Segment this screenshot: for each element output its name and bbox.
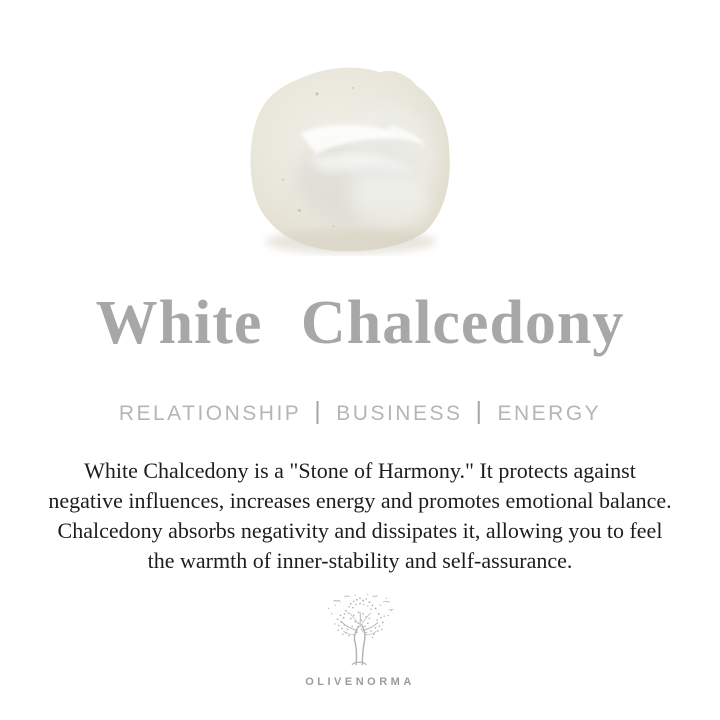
- page-title: White Chalcedony: [95, 289, 625, 357]
- brand-name: OLIVENORMA: [305, 676, 415, 688]
- brand-logo: [0, 592, 720, 688]
- description-line: White Chalcedony is a "Stone of Harmony." It protects against: [84, 458, 636, 483]
- description-line: the warmth of inner-stability and self-assurance.: [147, 548, 573, 573]
- description-line: negative influences, increases energy and promotes emotional balance.: [48, 488, 672, 513]
- tag-energy: ENERGY: [497, 401, 602, 425]
- tag-separator: |: [314, 397, 324, 425]
- white-chalcedony-stone-image: [244, 64, 458, 256]
- tag-relationship: RELATIONSHIP: [118, 401, 302, 425]
- description-line: Chalcedony absorbs negativity and dissipates it, allowing you to feel: [57, 518, 663, 543]
- product-description: [10, 456, 710, 576]
- tag-business: BUSINESS: [336, 401, 463, 425]
- tag-separator: |: [475, 397, 485, 425]
- properties-tagline: [0, 399, 720, 428]
- olive-tree-icon: [317, 592, 403, 670]
- stone-photo: [244, 64, 458, 256]
